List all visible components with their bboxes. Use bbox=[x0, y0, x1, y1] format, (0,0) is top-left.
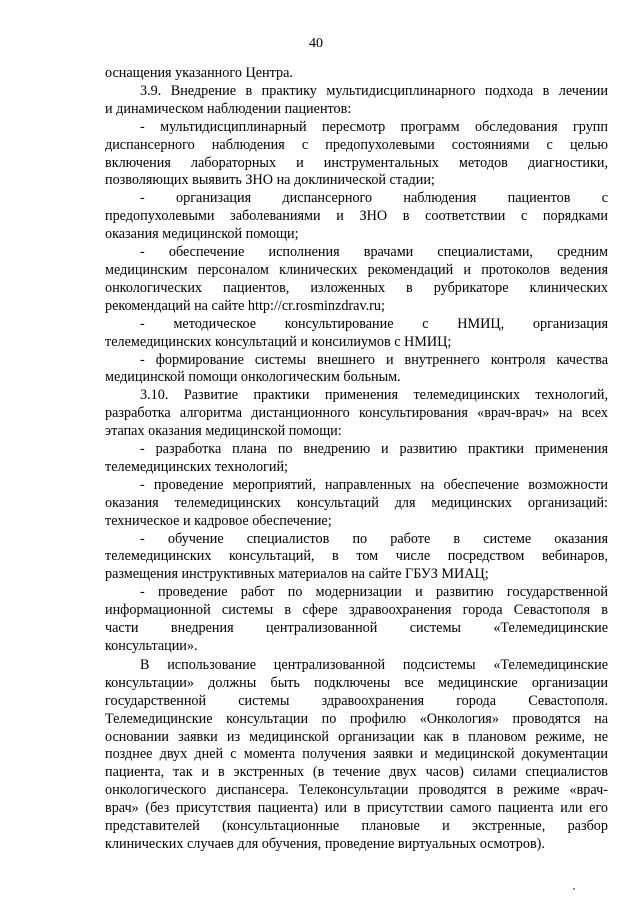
text-line: диспансерного наблюдения с предопухолевыми состояниями с целью bbox=[105, 136, 608, 153]
text-line: части внедрения централизованной системы «Телемедицинские bbox=[105, 620, 608, 637]
paragraph bbox=[105, 477, 608, 531]
text-line: предопухолевыми заболеваниями и ЗНО в соответствии с порядками bbox=[105, 208, 608, 225]
text-line: размещения инструктивных материалов на сайте ГБУЗ МИАЦ; bbox=[105, 566, 489, 583]
text-line: Телемедицинские консультации по профилю «Онкология» проводятся на bbox=[105, 710, 608, 727]
text-line: телемедицинских консультаций, в том числе посредством вебинаров, bbox=[105, 548, 608, 565]
text-line: техническое и кадровое обеспечение; bbox=[105, 512, 332, 529]
paragraph bbox=[105, 119, 608, 191]
text-line: телемедицинских технологий; bbox=[105, 458, 288, 475]
text-line: и динамическом наблюдении пациентов: bbox=[105, 100, 352, 117]
text-line: информационной системы в сфере здравоохранения города Севастополя в bbox=[105, 602, 608, 619]
text-line: позднее двух дней с момента получения заявки и медицинской документации bbox=[105, 746, 608, 763]
text-line: - мультидисциплинарный пересмотр программ обследования групп bbox=[140, 118, 608, 135]
text-line: 3.10. Развитие практики применения телемедицинских технологий, bbox=[140, 387, 608, 404]
text-line: клинических случаев для обучения, проведение виртуальных осмотров). bbox=[105, 835, 545, 852]
text-line: пациента, так и в экстренных (в течение двух часов) силами специалистов bbox=[105, 764, 608, 781]
document-body bbox=[105, 65, 608, 854]
text-line: телемедицинских консультаций и консилиумов с НМИЦ; bbox=[105, 333, 452, 350]
text-line: оказания медицинской помощи; bbox=[105, 226, 299, 243]
text-line: врач» (без присутствия пациента) или в присутствии самого пациента или его bbox=[105, 800, 608, 817]
paragraph bbox=[105, 83, 608, 119]
text-line: 3.9. Внедрение в практику мультидисциплинарного подхода в лечении bbox=[140, 82, 608, 99]
text-line: - организация диспансерного наблюдения пациентов с bbox=[140, 190, 608, 207]
text-line: - разработка плана по внедрению и развитию практики применения bbox=[140, 441, 608, 458]
text-line: онкологического диспансера. Телеконсультации проводятся в режиме «врач- bbox=[105, 782, 608, 799]
paragraph bbox=[105, 657, 608, 854]
paragraph bbox=[105, 584, 608, 656]
text-line: позволяющих выявить ЗНО на доклинической стадии; bbox=[105, 172, 435, 189]
text-line: медицинской помощи онкологическим больным. bbox=[105, 369, 401, 386]
text-line: онкологических пациентов, изложенных в рубрикаторе клинических bbox=[105, 279, 608, 296]
text-line: оснащения указанного Центра. bbox=[105, 65, 293, 81]
text-line: - обучение специалистов по работе в системе оказания bbox=[140, 530, 608, 547]
paragraph bbox=[105, 352, 608, 388]
paragraph bbox=[105, 190, 608, 244]
text-line: консультации». bbox=[105, 638, 198, 654]
text-line: консультации» должны быть подключены все медицинские организации bbox=[105, 674, 608, 691]
text-line: В использование централизованной подсистемы «Телемедицинские bbox=[140, 656, 608, 673]
text-line: представителей (консультационные плановые и экстренные, разбор bbox=[105, 818, 608, 835]
paragraph bbox=[105, 531, 608, 585]
text-line: разработка алгоритма дистанционного консультирования «врач-врач» на всех bbox=[105, 405, 608, 422]
paragraph bbox=[105, 244, 608, 316]
text-line: - проведение мероприятий, направленных на обеспечение возможности bbox=[140, 476, 608, 493]
text-line: оказания телемедицинских консультаций для медицинских организаций: bbox=[105, 494, 608, 511]
text-line: - обеспечение исполнения врачами специалистами, средним bbox=[140, 244, 608, 261]
text-line: медицинским персоналом клинических рекомендаций и протоколов ведения bbox=[105, 261, 608, 278]
page-number: 40 bbox=[309, 36, 323, 51]
paragraph bbox=[105, 387, 608, 441]
text-line: рекомендаций на сайте http://cr.rosminzdrav.ru; bbox=[105, 297, 385, 314]
text-line: - методическое консультирование с НМИЦ, организация bbox=[140, 315, 608, 332]
text-line: - формирование системы внешнего и внутреннего контроля качества bbox=[140, 351, 608, 368]
text-line: государственной системы здравоохранения города Севастополя. bbox=[105, 692, 608, 709]
scan-speck bbox=[573, 888, 575, 890]
paragraph bbox=[105, 65, 608, 83]
text-line: этапах оказания медицинской помощи: bbox=[105, 423, 342, 440]
paragraph bbox=[105, 441, 608, 477]
text-line: - проведение работ по модернизации и развитию государственной bbox=[140, 584, 608, 601]
text-line: основании заявки из медицинской организации как в плановом режиме, не bbox=[105, 728, 608, 745]
text-line: включения лабораторных и инструментальных методов диагностики, bbox=[105, 154, 608, 171]
paragraph bbox=[105, 316, 608, 352]
